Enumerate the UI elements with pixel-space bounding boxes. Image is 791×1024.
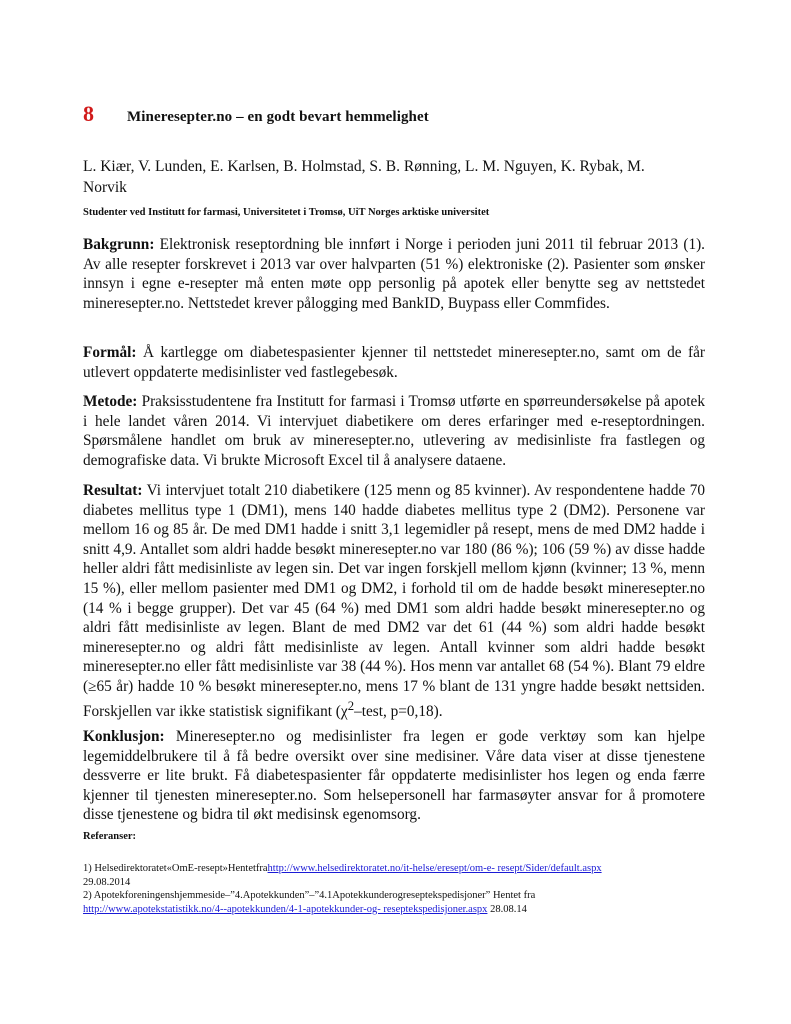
section-text: Elektronisk reseptordning ble innført i Norge i perioden juni 2011 til februar 2013 (1). Av alle resepter forskrevet i 2013 var over halvparten (51 %) elektroniske (2). Pasienter som ønsker innsyn i egne e-resepter må enten møte opp personlig på apotek eller benytte seg av nettstedet mineresepter.no. Nettstedet krever pålogging med BankID, Buypass eller Commfides. xyxy=(83,236,706,312)
section-text: Å kartlegge om diabetespasienter kjenner til nettstedet mineresepter.no, samt om de får utlevert oppdaterte medisinlister ved fastlegebesøk. xyxy=(83,344,705,381)
section-text: Vi intervjuet totalt 210 diabetikere (125 menn og 85 kvinner). Av respondentene hadde 70 diabetes mellitus type 1 (DM1), mens 140 hadde diabetes mellitus type 2 (DM2). Personene var mellom 16 og 85 år. De med DM1 hadde i snitt 3,1 legemidler på resept, mens de med DM2 hadde i snitt 4,9. Antallet som aldri hadde besøkt mineresepter.no var 180 (86 %); 106 (59 %) av disse hadde heller aldri fått medisinliste av legen sin. Det var ingen forskjell mellom kjønn (kvinner; 13 %, menn 15 %), eller mellom pasienter med DM1 og DM2, i forhold til om de hadde besøkt mineresepter.no (14 % i begge grupper). Det var 45 (64 %) med DM1 som aldri hadde besøkt mineresepter.no og aldri fått medisinliste av legen. Blant de med DM2 var det 61 (44 %) som aldri hadde besøkt mineresepter.no og aldri fått medisinliste av legen. Antall kvinner som aldri hadde besøkt mineresepter.no eller fått medisinliste var 38 (44 %). Hos menn var antallet 68 (54 %). Blant 79 eldre (≥65 år) hadde 10 % besøkt mineresepter.no, mens 17 % blant de 131 yngre hadde besøkt nettsiden. Forskjellen var ikke statistisk signifikant (χ xyxy=(83,482,705,720)
section-text: Mineresepter.no og medisinlister fra legen er gode verktøy som kan hjelpe legemiddelbrukere til å få bedre oversikt over sine medisiner. Våre data viser at disse tjenestene dessverre er lite brukt. Få diabetespasienter får oppdaterte medisinlister hos legen og enda færre kjenner til tjenesten mineresepter.no. Som helsepersonell har farmasøyter ansvar for å promotere disse tjenestene og bidra til økt medisinsk egenomsorg. xyxy=(83,728,705,824)
reference-list xyxy=(83,862,713,916)
section-resultat xyxy=(83,481,705,721)
affiliation: Studenter ved Institutt for farmasi, Universitetet i Tromsø, UiT Norges arktiske universitet xyxy=(83,207,490,218)
author-list: L. Kiær, V. Lunden, E. Karlsen, B. Holmstad, S. B. Rønning, L. M. Nguyen, K. Rybak, M. Norvik xyxy=(83,158,645,196)
section-text-end: –test, p=0,18). xyxy=(354,702,443,720)
section-heading: Formål: xyxy=(83,344,137,361)
references-heading: Referanser: xyxy=(83,831,137,842)
section-formal xyxy=(83,343,705,382)
section-text: Praksisstudentene fra Institutt for farmasi i Tromsø utførte en spørreundersøkelse på apotek i hele landet våren 2014. Vi intervjuet diabetikere om deres erfaringer med e-reseptordningen. Spørsmålene handlet om bruk av mineresepter.no, utlevering av medisinliste fra fastlegen og demografiske data. Vi brukte Microsoft Excel til å analysere dataene. xyxy=(83,393,705,469)
abstract-title: Mineresepter.no – en godt bevart hemmelighet xyxy=(127,109,429,125)
reference-text: 2) Apotekforeningenshjemmeside–”4.Apotekkunden”–”4.1Apotekkunderogreseptekspedisjoner” Hentet fra xyxy=(83,890,536,902)
section-bakgrunn xyxy=(83,235,705,313)
section-heading: Konklusjon: xyxy=(83,728,165,745)
reference-link[interactable]: http://www.apotekstatistikk.no/4--apotekkunden/4-1-apotekkunder-og- reseptekspedisjoner.aspx xyxy=(83,903,488,915)
reference-date: 29.08.2014 xyxy=(83,876,131,888)
chi-square-superscript: 2 xyxy=(347,698,355,713)
reference-date: 28.08.14 xyxy=(490,903,527,915)
section-heading: Resultat: xyxy=(83,482,143,499)
section-heading: Bakgrunn: xyxy=(83,236,155,253)
section-konklusjon xyxy=(83,727,705,825)
reference-text: 1) Helsedirektoratet«OmE-resept»Hentetfra xyxy=(83,863,268,874)
section-heading: Metode: xyxy=(83,393,138,410)
section-metode xyxy=(83,392,705,470)
reference-link[interactable]: http://www.helsedirektoratet.no/it-helse/eresept/om-e- resept/Sider/default.aspx xyxy=(267,863,602,874)
abstract-header xyxy=(83,101,429,127)
reference-item xyxy=(83,862,713,889)
reference-item xyxy=(83,889,713,916)
abstract-number: 8 xyxy=(83,101,94,126)
